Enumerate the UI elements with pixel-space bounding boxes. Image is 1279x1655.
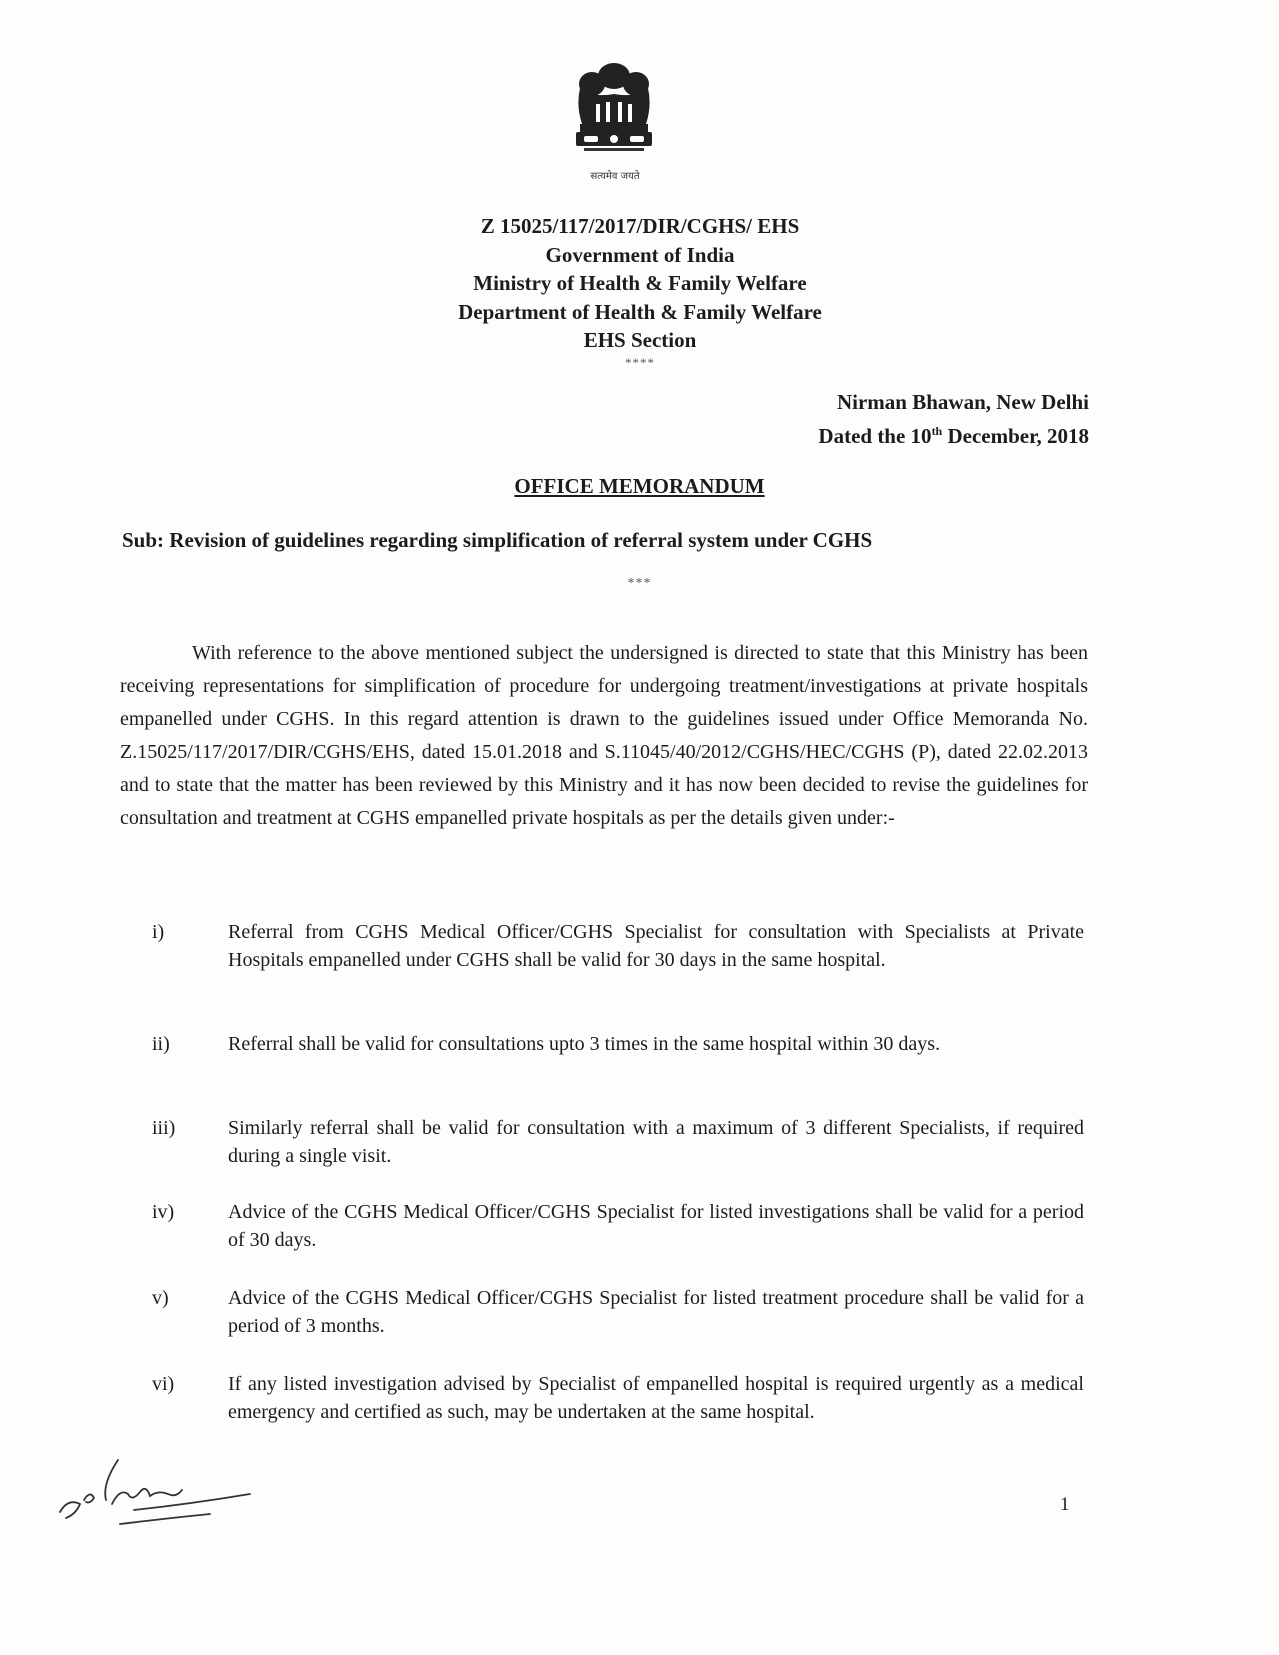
ministry-line: Ministry of Health & Family Welfare xyxy=(473,271,807,295)
page-number: 1 xyxy=(1060,1494,1070,1515)
handwritten-signature-icon xyxy=(50,1440,270,1530)
date-ordinal: th xyxy=(931,424,943,438)
letterhead xyxy=(340,212,940,371)
section-line: EHS Section xyxy=(583,328,697,352)
memo-title: OFFICE MEMORANDUM xyxy=(514,474,765,498)
subject-line: Sub: Revision of guidelines regarding simplification of referral system under CGHS xyxy=(122,528,873,552)
date-prefix: Dated the 10 xyxy=(818,424,932,448)
date-line xyxy=(818,417,1089,451)
list-item-text: Similarly referral shall be valid for consultation with a maximum of 3 different Specialists, if required during a single visit. xyxy=(228,1117,1084,1167)
list-item-text: Advice of the CGHS Medical Officer/CGHS Specialist for listed treatment procedure shall be valid for a period of 3 months. xyxy=(228,1287,1084,1337)
list-item-number: i) xyxy=(152,921,165,943)
list-item-text: Referral from CGHS Medical Officer/CGHS Specialist for consultation with Specialists at Private Hospitals empanelled under CGHS shall be valid for 30 days in the same hospital. xyxy=(228,921,1084,971)
list-item-number: iii) xyxy=(152,1117,176,1139)
list-item-text: If any listed investigation advised by Specialist of empanelled hospital is required urgently as a medical emergency and certified as such, may be undertaken at the same hospital. xyxy=(228,1373,1084,1423)
list-item-text: Referral shall be valid for consultations upto 3 times in the same hospital within 30 days. xyxy=(228,1033,941,1055)
intro-paragraph: With reference to the above mentioned subject the undersigned is directed to state that this Ministry has been receiving representations for simplification of procedure for undergoing treatment/investigations at private hospitals empanelled under CGHS. In this regard attention is drawn to the guidelines issued under Office Memoranda No. Z.15025/117/2017/DIR/CGHS/EHS, dated 15.01.2018 and S.11045/40/2012/CGHS/HEC/CGHS (P), dated 22.02.2013 and to state that the matter has been reviewed by this Ministry and it has now been decided to revise the guidelines for consultation and treatment at CGHS empanelled private hospitals as per the details given under:- xyxy=(120,642,1088,829)
place-date-block xyxy=(818,388,1089,451)
list-item-number: v) xyxy=(152,1287,169,1309)
list-item-number: ii) xyxy=(152,1033,170,1055)
list-item-number: vi) xyxy=(152,1373,175,1395)
emblem-motto: सत्यमेव जयते xyxy=(590,171,640,182)
government-line: Government of India xyxy=(545,242,735,267)
list-item-text: Advice of the CGHS Medical Officer/CGHS Specialist for listed investigations shall be valid for a period of 30 days. xyxy=(228,1201,1084,1251)
file-number: Z 15025/117/2017/DIR/CGHS/ EHS xyxy=(480,214,800,238)
date-suffix: December, 2018 xyxy=(942,424,1089,448)
list-item-number: iv) xyxy=(152,1201,175,1223)
header-separator: **** xyxy=(625,354,655,370)
subject-separator: *** xyxy=(627,576,652,591)
place-line: Nirman Bhawan, New Delhi xyxy=(836,390,1089,414)
department-line: Department of Health & Family Welfare xyxy=(458,299,822,324)
